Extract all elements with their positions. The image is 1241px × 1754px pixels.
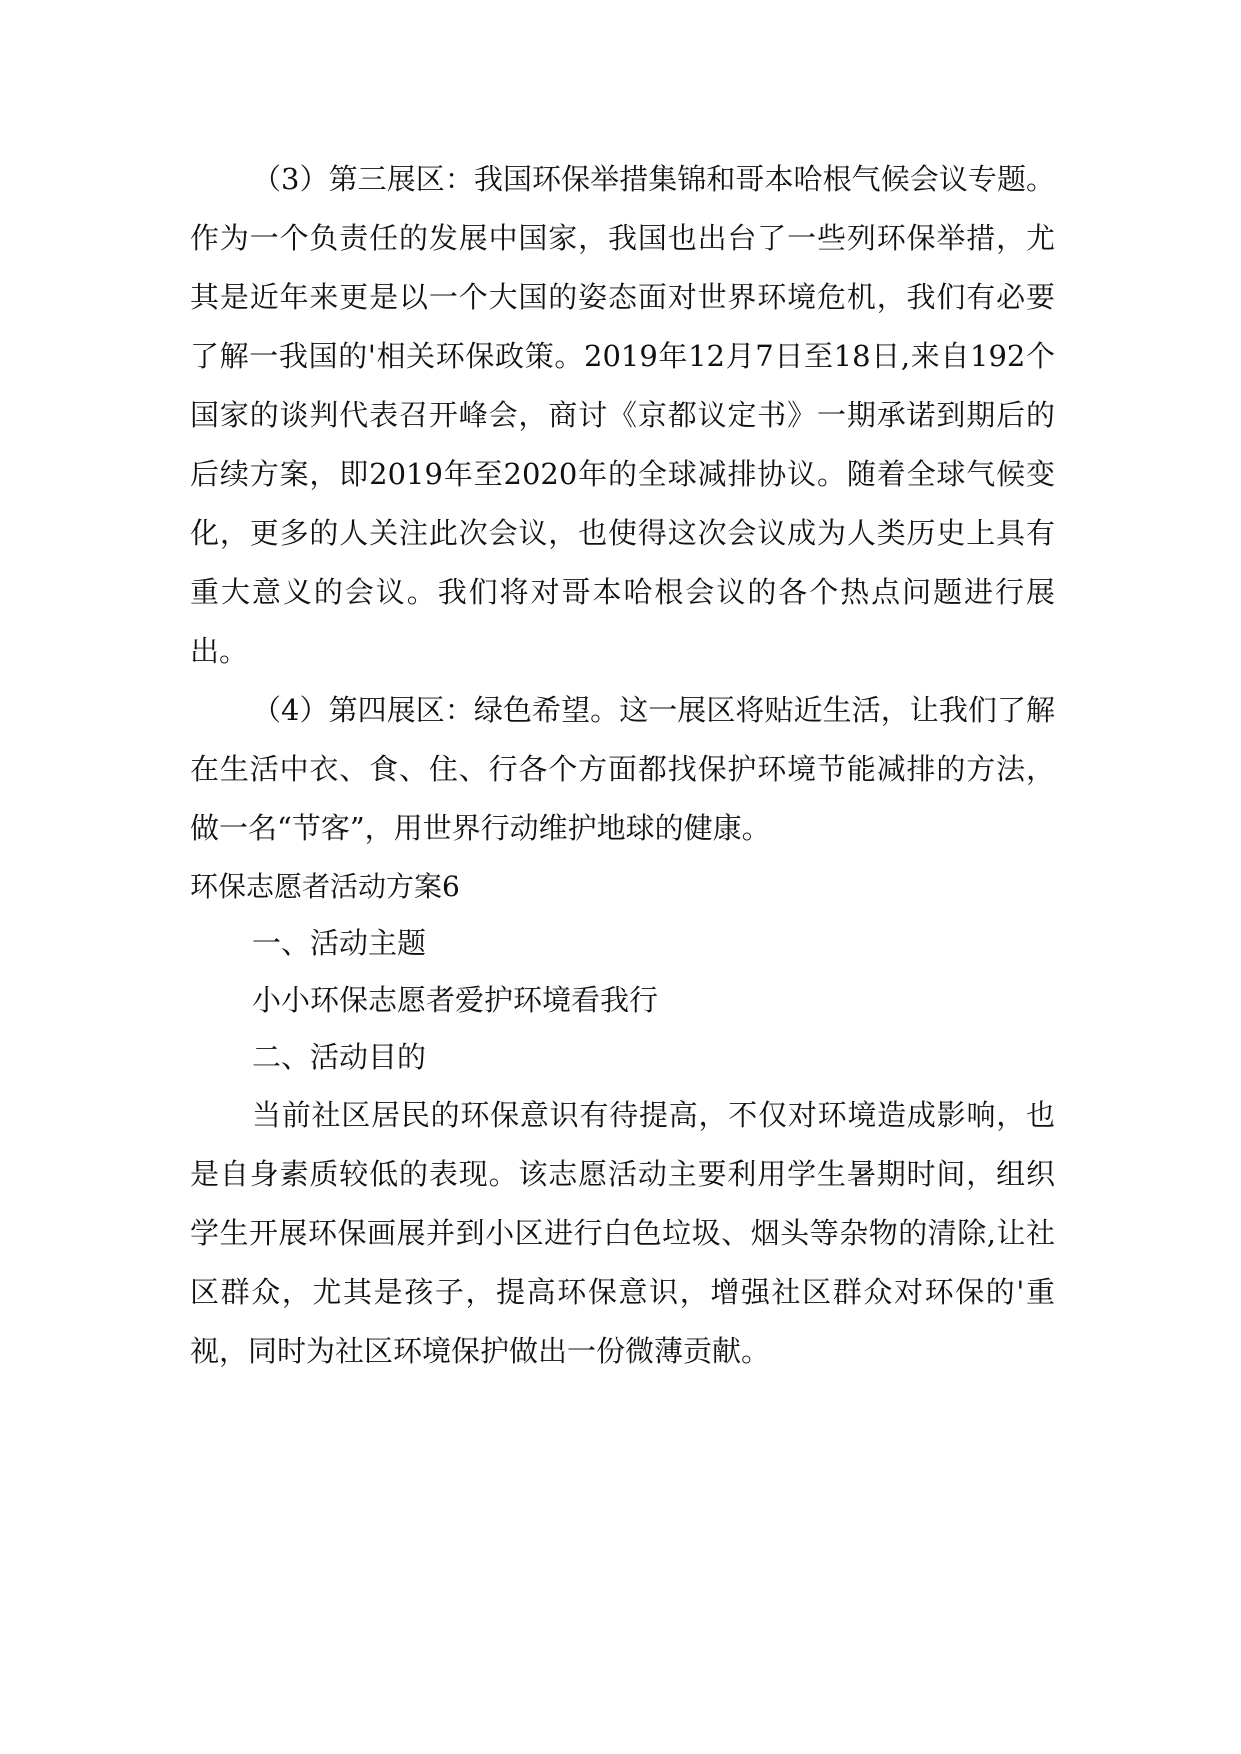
theme-text: 小小环保志愿者爱护环境看我行 <box>252 983 659 1017</box>
paragraph-exhibit-4: （4）第四展区：绿色希望。这一展区将贴近生活，让我们了解在生活中衣、食、住、行各个方面都找保护环境节能减排的方法，做一名“节客”，用世界行动维护地球的健康。 <box>190 693 1055 845</box>
paragraph-purpose: 当前社区居民的环保意识有待提高，不仅对环境造成影响，也是自身素质较低的表现。该志愿活动主要利用学生暑期时间，组织学生开展环保画展并到小区进行白色垃圾、烟头等杂物的清除,让社区群众，尤其是孩子，提高环保意识，增强社区群众对环保的'重视，同时为社区环境保护做出一份微薄贡献。 <box>190 1098 1055 1368</box>
paragraph-exhibit-3: （3）第三展区：我国环保举措集锦和哥本哈根气候会议专题。作为一个负责任的发展中国家，我国也出台了一些列环保举措，尤其是近年来更是以一个大国的姿态面对世界环境危机，我们有必要了解一我国的'相关环保政策。2019年12月7日至18日,来自192个国家的谈判代表召开峰会，商讨《京都议定书》一期承诺到期后的后续方案，即2019年至2020年的全球减排协议。随着全球气候变化，更多的人关注此次会议，也使得这次会议成为人类历史上具有重大意义的会议。我们将对哥本哈根会议的各个热点问题进行展出。 <box>190 162 1055 668</box>
document-page <box>190 150 1055 1381</box>
section-title: 环保志愿者活动方案6 <box>190 870 460 903</box>
heading-purpose: 二、活动目的 <box>252 1040 427 1074</box>
heading-theme: 一、活动主题 <box>252 926 427 960</box>
